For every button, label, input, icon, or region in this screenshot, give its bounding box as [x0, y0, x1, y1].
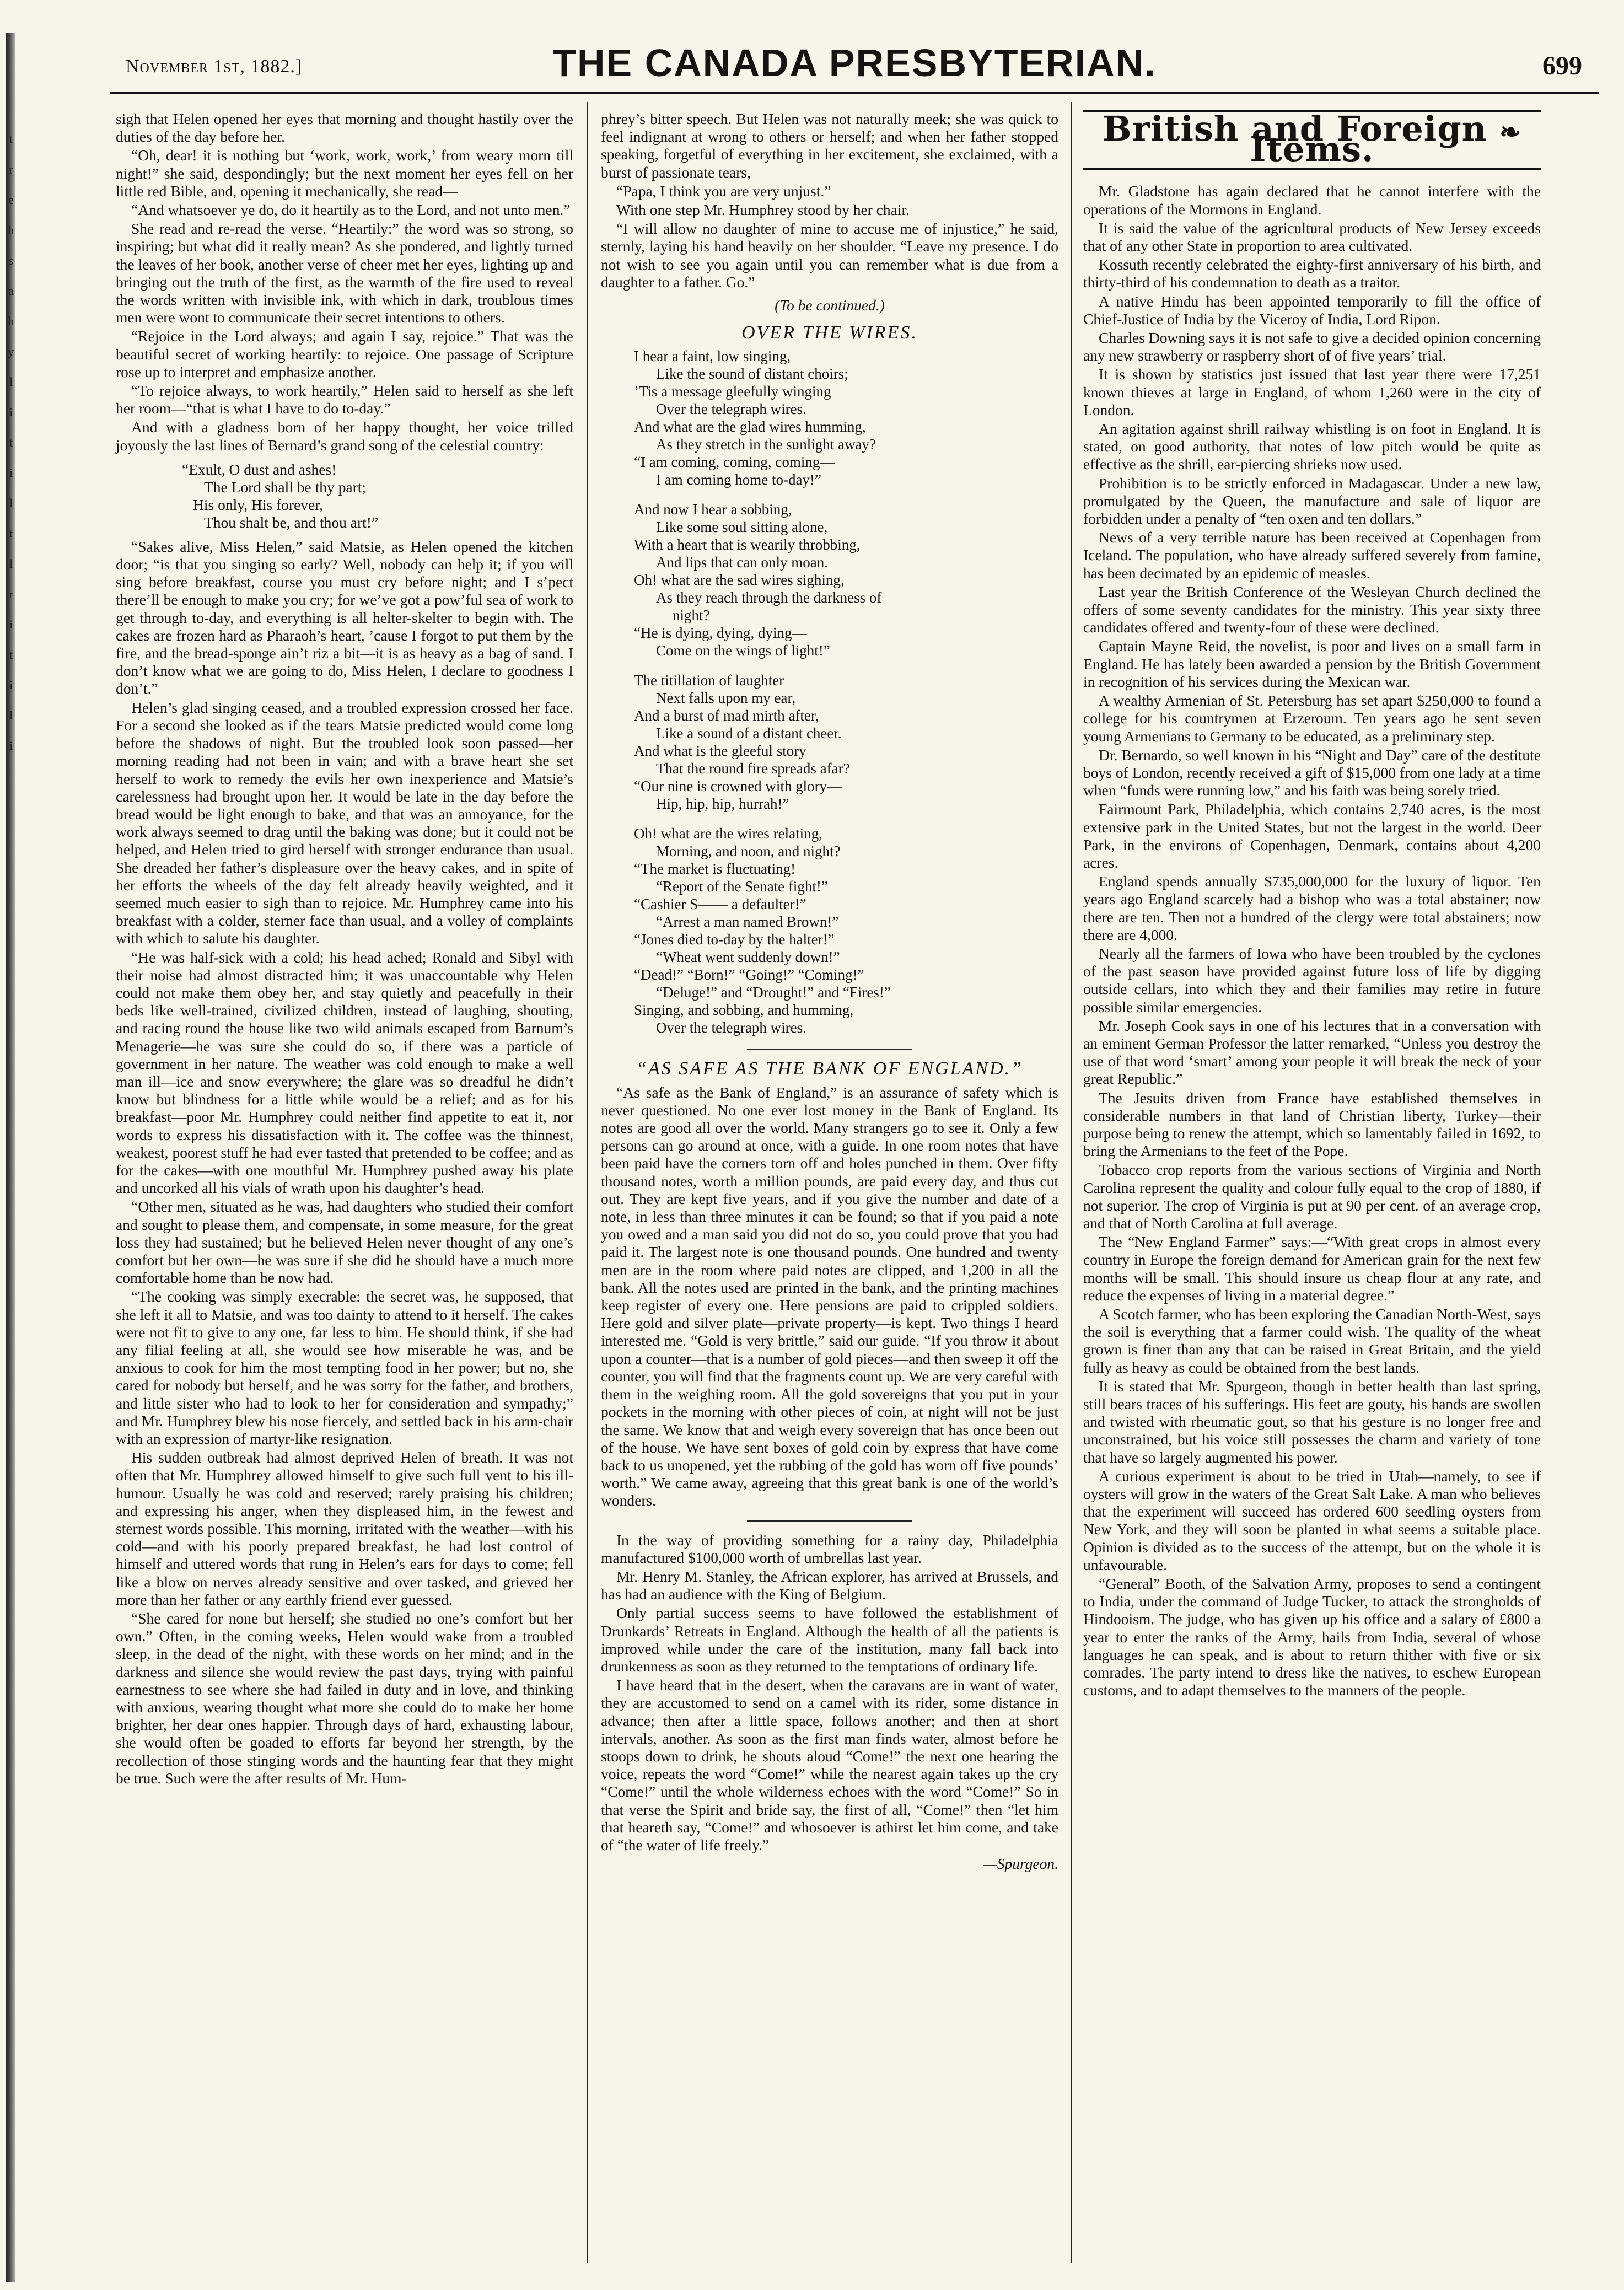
news-item: Mr. Gladstone has again declared that he cannot interfere with the operations of the Mormons in England. [1083, 182, 1541, 218]
section-divider [747, 1049, 912, 1050]
poem-line: “He is dying, dying, dying— [634, 625, 807, 642]
margin-mark: l [9, 496, 13, 510]
poem-line: That the round fire spreads afar? [656, 760, 850, 777]
margin-mark: l [9, 557, 13, 571]
to-be-continued: (To be continued.) [775, 297, 885, 314]
news-item: Nearly all the farmers of Iowa who have been troubled by the cyclones of the past season have provided against future loss of life by digging outside cellars, into which they and their families may retire in future possible similar emergencies. [1083, 944, 1541, 1015]
news-item: News of a very terrible nature has been received at Copenhagen from Iceland. The population, who have already suffered severely from famine, has been decimated by an epidemic of measles. [1083, 529, 1541, 582]
poem-line: “Jones died to-day by the halter!” [634, 931, 835, 948]
verse-line: “Exult, O dust and ashes! [182, 460, 337, 478]
poem [634, 347, 1058, 1036]
column-2 [601, 110, 1058, 1873]
margin-mark: i [9, 678, 13, 692]
story-paragraph: “To rejoice always, to work heartily,” Helen said to herself as she left her room—“that is what I have to do to-day.” [116, 382, 573, 417]
hymn-verse [182, 461, 573, 531]
poem-line: “Cashier S—— a defaulter!” [634, 896, 806, 913]
margin-mark: l [9, 708, 13, 722]
article-title: “AS SAFE AS THE BANK OF ENGLAND.” [636, 1058, 1023, 1079]
news-item: A curious experiment is about to be tried in Utah—namely, to see if oysters will grow in the waters of the Great Salt Lake. A man who believes that the experiment will succeed has ordered 600 seedling oysters from New York, and they will soon be planted in what seems a suitable place. Opinion is divided as to the success of the attempt, but on the whole it is unfavourable. [1083, 1467, 1541, 1573]
verse-line: The Lord shall be thy part; [204, 478, 367, 496]
poem-line: With a heart that is wearily throbbing, [634, 536, 861, 553]
poem-line: As they reach through the darkness of [656, 589, 882, 606]
author-signature: —Spurgeon. [983, 1855, 1058, 1873]
poem-line: “Wheat went suddenly down!” [656, 949, 840, 966]
page-number: 699 [1542, 51, 1582, 80]
poem-line: ’Tis a message gleefully winging [634, 383, 831, 400]
news-item: Dr. Bernardo, so well known in his “Night and Day” care of the destitute boys of London, recently received a gift of $15,000 from one lady at a time when “funds were running low,” and his faith was being sorely tried. [1083, 746, 1541, 799]
poem-line: Come on the wings of light!” [656, 642, 830, 659]
story-paragraph: “Other men, situated as he was, had daughters who studied their comfort and sought to please them, and compensate, in some measure, for the great loss they had sustained; but he believed Helen never thought of any one’s comfort but her own—he was sure if she did he should have a much more comfortable home than he now had. [116, 1198, 573, 1287]
poem-line: Over the telegraph wires. [656, 401, 806, 418]
story-paragraph: Helen’s glad singing ceased, and a troubled expression crossed her face. For a second she looked as if the tears Matsie predicted would come long before the shadows of night. But the troubled look soon passed—her morning reading had not been in vain; and with a brave heart she set herself to work to remedy the evils her own inexperience and Matsie’s carelessness had brought upon her. It would be late in the day before the bread would be light enough to bake, and that was an annoyance, for the work always seemed to drag until the baking was done; but it could not be helped, and Helen tried to gird herself with stronger endurance than usual. She dreaded her father’s displeasure over the heavy cakes, and in spite of her efforts the wheels of the day felt already heavily weighted, and it seemed much easier to sigh than to rejoice. Mr. Humphrey came into his breakfast with a colder, sterner face than usual, and a volley of complaints with which to salute his daughter. [116, 698, 573, 947]
news-item: Mr. Joseph Cook says in one of his lectures that in a conversation with an eminent German Professor the latter remarked, “Unless you destroy the use of that word ‘smart’ among your people it will break the neck of your great Republic.” [1083, 1017, 1541, 1088]
margin-marks [0, 132, 22, 769]
story-paragraph: His sudden outbreak had almost deprived Helen of breath. It was not often that Mr. Humphrey allowed himself to give such full vent to his ill-humour. Usually he was cold and reserved; rarely praising his children; and expressing his anger, when they displeased him, in the fewest and sternest words possible. This morning, irritated with the weather—with his cold—and with his poorly prepared breakfast, he had lost control of himself and uttered words that rung in Helen’s ears for days to come; fell like a blow on nerves already sensitive and over tasked, and grieved her more than her father or any earthly friend ever guessed. [116, 1449, 573, 1608]
margin-mark: r [9, 163, 13, 176]
poem-line: “Deluge!” and “Drought!” and “Fires!” [656, 984, 891, 1001]
poem-line: night? [673, 607, 710, 624]
column-3 [1083, 110, 1541, 1700]
poem-line: “Arrest a man named Brown!” [656, 913, 839, 931]
poem-line: “Dead!” “Born!” “Going!” “Coming!” [634, 966, 864, 983]
masthead-text: Items. [1250, 129, 1374, 170]
margin-mark: i [9, 739, 13, 752]
poem-line: Like a sound of a distant cheer. [656, 725, 842, 742]
poem-line: And now I hear a sobbing, [634, 501, 792, 518]
news-item: Captain Mayne Reid, the novelist, is poor and lives on a small farm in England. He has lately been awarded a pension by the British Government in recognition of his services during the Mexican war. [1083, 637, 1541, 690]
margin-mark: r [9, 587, 13, 601]
margin-mark: t [9, 648, 13, 662]
news-item: In the way of providing something for a rainy day, Philadelphia manufactured $100,000 worth of umbrellas last year. [601, 1531, 1058, 1566]
story-paragraph: “Sakes alive, Miss Helen,” said Matsie, as Helen opened the kitchen door; “is that you singing so early? Well, nobody can help it; if you will sing before breakfast, course you must cry before night; and I s’pect there’ll be enough to make you cry; for we’ve got a pow’ful sea of work to get through to-day, and everything is all helter-skelter to begin with. The cakes are frozen hard as Pharaoh’s heart, ’cause I forgot to put them by the fire, and the bread-sponge ain’t riz a bit—it is as heavy as a bag of sand. I don’t know what we are going to do, Miss Helen, I declare to goodness I don’t.” [116, 537, 573, 697]
section-divider [747, 1520, 912, 1522]
margin-mark: y [8, 345, 14, 358]
poem-stanza [634, 671, 1058, 813]
news-item: A native Hindu has been appointed temporarily to fill the office of Chief-Justice of India by the Viceroy of India, Lord Ripon. [1083, 292, 1541, 327]
poem-line: As they stretch in the sunlight away? [656, 436, 876, 453]
news-item: England spends annually $735,000,000 for the luxury of liquor. Ten years ago England scarcely had a bishop who was a total abstainer; now there are ten. Then not a hundred of the clergy were total abstainers; now there are 4,000. [1083, 873, 1541, 943]
column-rule [587, 102, 588, 2263]
story-paragraph: “I will allow no daughter of mine to accuse me of injustice,” he said, sternly, laying his hand heavily on her shoulder. “Leave my presence. I do not wish to see you again until you can remember what is due from a daughter to a father. Go.” [601, 220, 1058, 291]
article-paragraph: “As safe as the Bank of England,” is an assurance of safety which is never questioned. No one ever lost money in the Bank of England. Its notes are good all over the world. Many strangers go to see it. Only a few persons can go around at once, with a guide. In one room notes that have been paid have the corners torn off and holes punched in them. Over fifty thousand notes, worth a million pounds, are paid every day, and thus cut out. They are kept five years, and if you give the number and date of a note, in less than three minutes it can be found; so that if you paid a note you owed and a man said you did not do so, you could prove that you had paid it. The largest note is one thousand pounds. One hundred and twenty men are in the room where paid notes are clipped, and 1,200 in all the bank. All the notes used are printed in the bank, and the printing machines keep register of every one. Here pensions are paid to crippled soldiers. Here gold and silver plate—private property—is kept. Two things I heard interested me. “Gold is very brittle,” said our guide. “If you throw it about upon a counter—that is a number of gold pieces—and then sweep it off the counter, you will find that the fragments count up. We are very careful with them in the weighing room. All the gold sovereigns that you put in your pockets in the morning with other pieces of coin, at night will not be just the same. We know that and weigh every sovereign that has once been out of the house. We have sent boxes of gold coin by express that have come back to us unopened, yet the rubbing of the gold has worn off five pounds’ worth.” We came away, agreeing that this great bank is one of the world’s wonders. [601, 1083, 1058, 1509]
poem-line: Next falls upon my ear, [656, 690, 796, 707]
poem-line: And what are the glad wires humming, [634, 418, 866, 436]
story-paragraph: sigh that Helen opened her eyes that morning and thought hastily over the duties of the day before her. [116, 110, 573, 146]
poem-line: And what is the gleeful story [634, 743, 806, 760]
poem-line: “Report of the Senate fight!” [656, 878, 828, 895]
news-item: Only partial success seems to have followed the establishment of Drunkards’ Retreats in England. Although the health of all the patients is improved while under the care of the institution, many fall back into drunkenness as soon as they returned to the temptations of ordinary life. [601, 1604, 1058, 1675]
story-paragraph: phrey’s bitter speech. But Helen was not naturally meek; she was quick to feel indignant at wrong to others or herself; and when her father stopped speaking, forgetful of everything in her excitement, she exclaimed, with a burst of passionate tears, [601, 110, 1058, 181]
poem-stanza [634, 501, 1058, 659]
margin-mark: h [8, 314, 14, 328]
margin-mark: s [8, 254, 14, 267]
margin-mark: l [9, 375, 13, 389]
news-item: It is said the value of the agricultural products of New Jersey exceeds that of any other State in proportion to area cultivated. [1083, 219, 1541, 255]
poem-line: And a burst of mad mirth after, [634, 707, 819, 724]
news-item: A wealthy Armenian of St. Petersburg has set apart $250,000 to found a college for his countrymen at Erzeroum. Ten years ago he sent seven young Armenians to Germany to be educated, as a preliminary step. [1083, 692, 1541, 745]
poem-line: I hear a faint, low singing, [634, 348, 791, 365]
poem-stanza [634, 347, 1058, 488]
section-masthead [1083, 110, 1541, 170]
poem-line: “Our nine is crowned with glory— [634, 778, 842, 795]
column-rule [1071, 102, 1072, 2263]
poem-line: Oh! what are the sad wires sighing, [634, 572, 845, 589]
poem-line: “I am coming, coming, coming— [634, 454, 835, 471]
news-item: Fairmount Park, Philadelphia, which contains 2,740 acres, is the most extensive park in the United States, but not the largest in the world. Deer Park, in the environs of Copenhagen, Denmark, contains about 4,200 acres. [1083, 800, 1541, 871]
masthead-text: Foreign [1336, 109, 1487, 149]
margin-mark: a [8, 284, 14, 298]
news-item: Prohibition is to be strictly enforced in Madagascar. Under a new law, promulgated by the Queen, the manufacture and sale of liquor are forbidden under a penalty of “ten oxen and ten dollars.” [1083, 474, 1541, 528]
poem-line: Morning, and noon, and night? [656, 843, 841, 860]
story-paragraph: “He was half-sick with a cold; his head ached; Ronald and Sibyl with their noise had almost distracted him; it was unaccountable why Helen could not make them obey her, and stay quietly and peacefully in their beds like well-trained, civilized children, instead of laughing, shouting, and racing round the house like two wild animals escaped from Barnum’s Menagerie—he was sure she could do so, if there was a particle of government in her nature. The weather was cold enough to make a well man ill—ice and snow everywhere; the glare was so dreadful he didn’t know but blindness for a little while would be a relief; and as for his breakfast—poor Mr. Humphrey could neither find appetite to eat it, nor words to express his dissatisfaction with it. The coffee was the thinnest, weakest, poorest stuff he had ever tasted that pretended to be coffee; and as for the cakes—with one mouthful Mr. Humphrey pushed away his plate and uncorked all his vials of wrath upon his daughter’s head. [116, 948, 573, 1197]
story-paragraph: “Rejoice in the Lord always; and again I say, rejoice.” That was the beautiful secret of working heartily: to rejoice. One passage of Scripture rose up to interpret and emphasize another. [116, 327, 573, 380]
page-header [116, 34, 1593, 85]
poem-line: Like some soul sitting alone, [656, 519, 828, 536]
news-items-list [1083, 182, 1541, 1699]
news-item: Charles Downing says it is not safe to give a decided opinion concerning any new strawberry or raspberry short of of five years’ trial. [1083, 329, 1541, 364]
story-paragraph: “The cooking was simply execrable: the secret was, he supposed, that she left it all to Matsie, and was too dainty to attend to it herself. The cakes were not fit to give to any one, far less to him. He should think, if she had any filial feeling at all, she would see how miserable he was, and be anxious to cook for him the most tempting food in her power; but no, she cared for nobody but herself, and he was sorry for the father, and brothers, and little sister who had to look to her for consideration and sympathy;” and Mr. Humphrey blew his nose fiercely, and settled back in his arm-chair with an expression of martyr-like resignation. [116, 1288, 573, 1448]
margin-mark: e [8, 193, 14, 207]
margin-mark: h [8, 223, 14, 237]
poem-line: And lips that can only moan. [656, 554, 828, 571]
news-item: I have heard that in the desert, when the caravans are in want of water, they are accustomed to send on a camel with its rider, some distance in advance; then after a little space, follows another; and then at short intervals, another. As soon as the first man finds water, almost before he stoops down to drink, he shouts aloud “Come!” the next one hearing the voice, repeats the word “Come!” while the nearest again takes up the cry “Come!” until the whole wilderness echoes with the word “Come!” So in that verse the Spirit and bride say, the first of all, “Come!” then “let him that heareth say, “Come!” and whosoever is athirst let him come, and take of “the water of life freely.” [601, 1676, 1058, 1853]
story-paragraph: And with a gladness born of her happy thought, her voice trilled joyously the last lines of Bernard’s grand song of the celestial country: [116, 418, 573, 454]
margin-mark: i [9, 405, 13, 419]
story-paragraph: “Papa, I think you are very unjust.” [616, 182, 831, 200]
news-item: The Jesuits driven from France have established themselves in considerable numbers in that land of Christian liberty, Turkey—their purpose being to renew the attempt, which so lamentably failed in 1692, to bring the Armenians to the feet of the Pope. [1083, 1089, 1541, 1160]
margin-mark: i [9, 466, 13, 480]
verse-line: Thou shalt be, and thou art!” [204, 513, 379, 531]
masthead-text: British and [1103, 109, 1325, 149]
column-1 [116, 110, 573, 1788]
margin-mark: i [9, 617, 13, 631]
story-paragraph: “And whatsoever ye do, do it heartily as to the Lord, and not unto men.” [131, 201, 571, 219]
story-paragraph: With one step Mr. Humphrey stood by her chair. [616, 201, 910, 219]
poem-line: “The market is fluctuating! [634, 861, 796, 878]
margin-mark: t [9, 526, 13, 540]
issue-date: November 1st, 1882.] [126, 56, 303, 77]
news-item: A Scotch farmer, who has been exploring the Canadian North-West, says the soil is everything that a farmer could wish. The quality of the wheat grown is finer than any that can be raised in Great Britain, and the yield fully as heavy as could be obtained from the best lands. [1083, 1305, 1541, 1376]
poem-line: The titillation of laughter [634, 672, 784, 689]
poem-line: Over the telegraph wires. [656, 1019, 806, 1036]
story-paragraph: “Oh, dear! it is nothing but ‘work, work, work,’ from weary morn till night!” she said, despondingly; but the next moment her eyes fell on her little red Bible, and, opening it mechanically, she read— [116, 147, 573, 200]
news-item: An agitation against shrill railway whistling is on foot in England. It is stated, on good authority, that notes of low pitch would be quite as effective as the shrill, ear-piercing shrieks now used. [1083, 420, 1541, 473]
news-item: It is shown by statistics just issued that last year there were 17,251 known thieves at large in England, of whom 1,260 were in the city of London. [1083, 365, 1541, 418]
poem-title: OVER THE WIRES. [741, 322, 918, 343]
news-item: The “New England Farmer” says:—“With great crops in almost every country in Europe the foreign demand for American grain for the next few months will be small. This should insure us cheap flour at any rate, and reduce the expenses of living in a material degree.” [1083, 1233, 1541, 1304]
news-item: Tobacco crop reports from the various sections of Virginia and North Carolina represent the quality and colour fully equal to the crop of 1880, if not superior. The crop of Virginia is put at 90 per cent. of an average crop, and that of North Carolina at full average. [1083, 1161, 1541, 1232]
poem-line: Hip, hip, hip, hurrah!” [656, 795, 789, 813]
news-item: Mr. Henry M. Stanley, the African explorer, has arrived at Brussels, and has had an audience with the King of Belgium. [601, 1567, 1058, 1603]
story-paragraph: “She cared for none but herself; she studied no one’s comfort but her own.” Often, in the coming weeks, Helen would wake from a troubled sleep, in the dead of the night, with these words on her mind; and in the darkness and silence she would review the past days, trying with painful earnestness to see where she had failed in duty and in love, and thinking with anxious, wearing thought what more she could do to make her home brighter, her dear ones happier. Through days of hard, exhausting labour, she would often be goaded to efforts far beyond her strength, by the recollection of those stinging words and the haunting fear that they might be true. Such were the after results of Mr. Hum- [116, 1610, 573, 1787]
news-item: It is stated that Mr. Spurgeon, though in better health than last spring, still bears traces of his sufferings. His feet are gouty, his hands are swollen and twisted with rheumatic gout, so that his gesture is no longer free and unconstrained, but his voice still possesses the charm and variety of tone that have so largely augmented his power. [1083, 1377, 1541, 1466]
poem-line: I am coming home to-day!” [656, 471, 821, 488]
poem-line: Like the sound of distant choirs; [656, 365, 848, 383]
newspaper-title: THE CANADA PRESBYTERIAN. [552, 41, 1157, 84]
news-item: Kossuth recently celebrated the eighty-first anniversary of his birth, and thirty-third of his condemnation to death as a traitor. [1083, 256, 1541, 291]
poem-line: Oh! what are the wires relating, [634, 825, 822, 842]
verse-line: His only, His forever, [193, 496, 324, 513]
margin-mark: t [9, 132, 13, 146]
header-rule [110, 92, 1599, 94]
masthead-ornament-icon: ❧ [1499, 117, 1521, 147]
news-item: “General” Booth, of the Salvation Army, proposes to send a contingent to India, under the command of Judge Tucker, to attack the strongholds of Hindooism. The judge, who has given up his office and a salary of £800 a year to enter the ranks of the Army, hails from India, several of whose languages he can speak, and is about to return thither with five or six comrades. The party intend to dress like the natives, to eschew European customs, and to adapt themselves to the manners of the people. [1083, 1575, 1541, 1699]
news-item: Last year the British Conference of the Wesleyan Church declined the offers of some seventy candidates for the ministry. This year sixty three candidates offered and twenty-four of these were declined. [1083, 583, 1541, 636]
poem-stanza [634, 825, 1058, 1036]
poem-line: Singing, and sobbing, and humming, [634, 1002, 854, 1019]
margin-mark: t [9, 436, 13, 449]
story-paragraph: She read and re-read the verse. “Heartily:” the word was so strong, so inspiring; but what did it really mean? As she pondered, and lightly turned the leaves of her book, another verse of cheer met her eyes, lighting up and bringing out the truth of the first, as the warmth of the fire used to reveal the words written with invisible ink, with which in dark, troublous times men were wont to communicate their secret intentions to others. [116, 220, 573, 326]
